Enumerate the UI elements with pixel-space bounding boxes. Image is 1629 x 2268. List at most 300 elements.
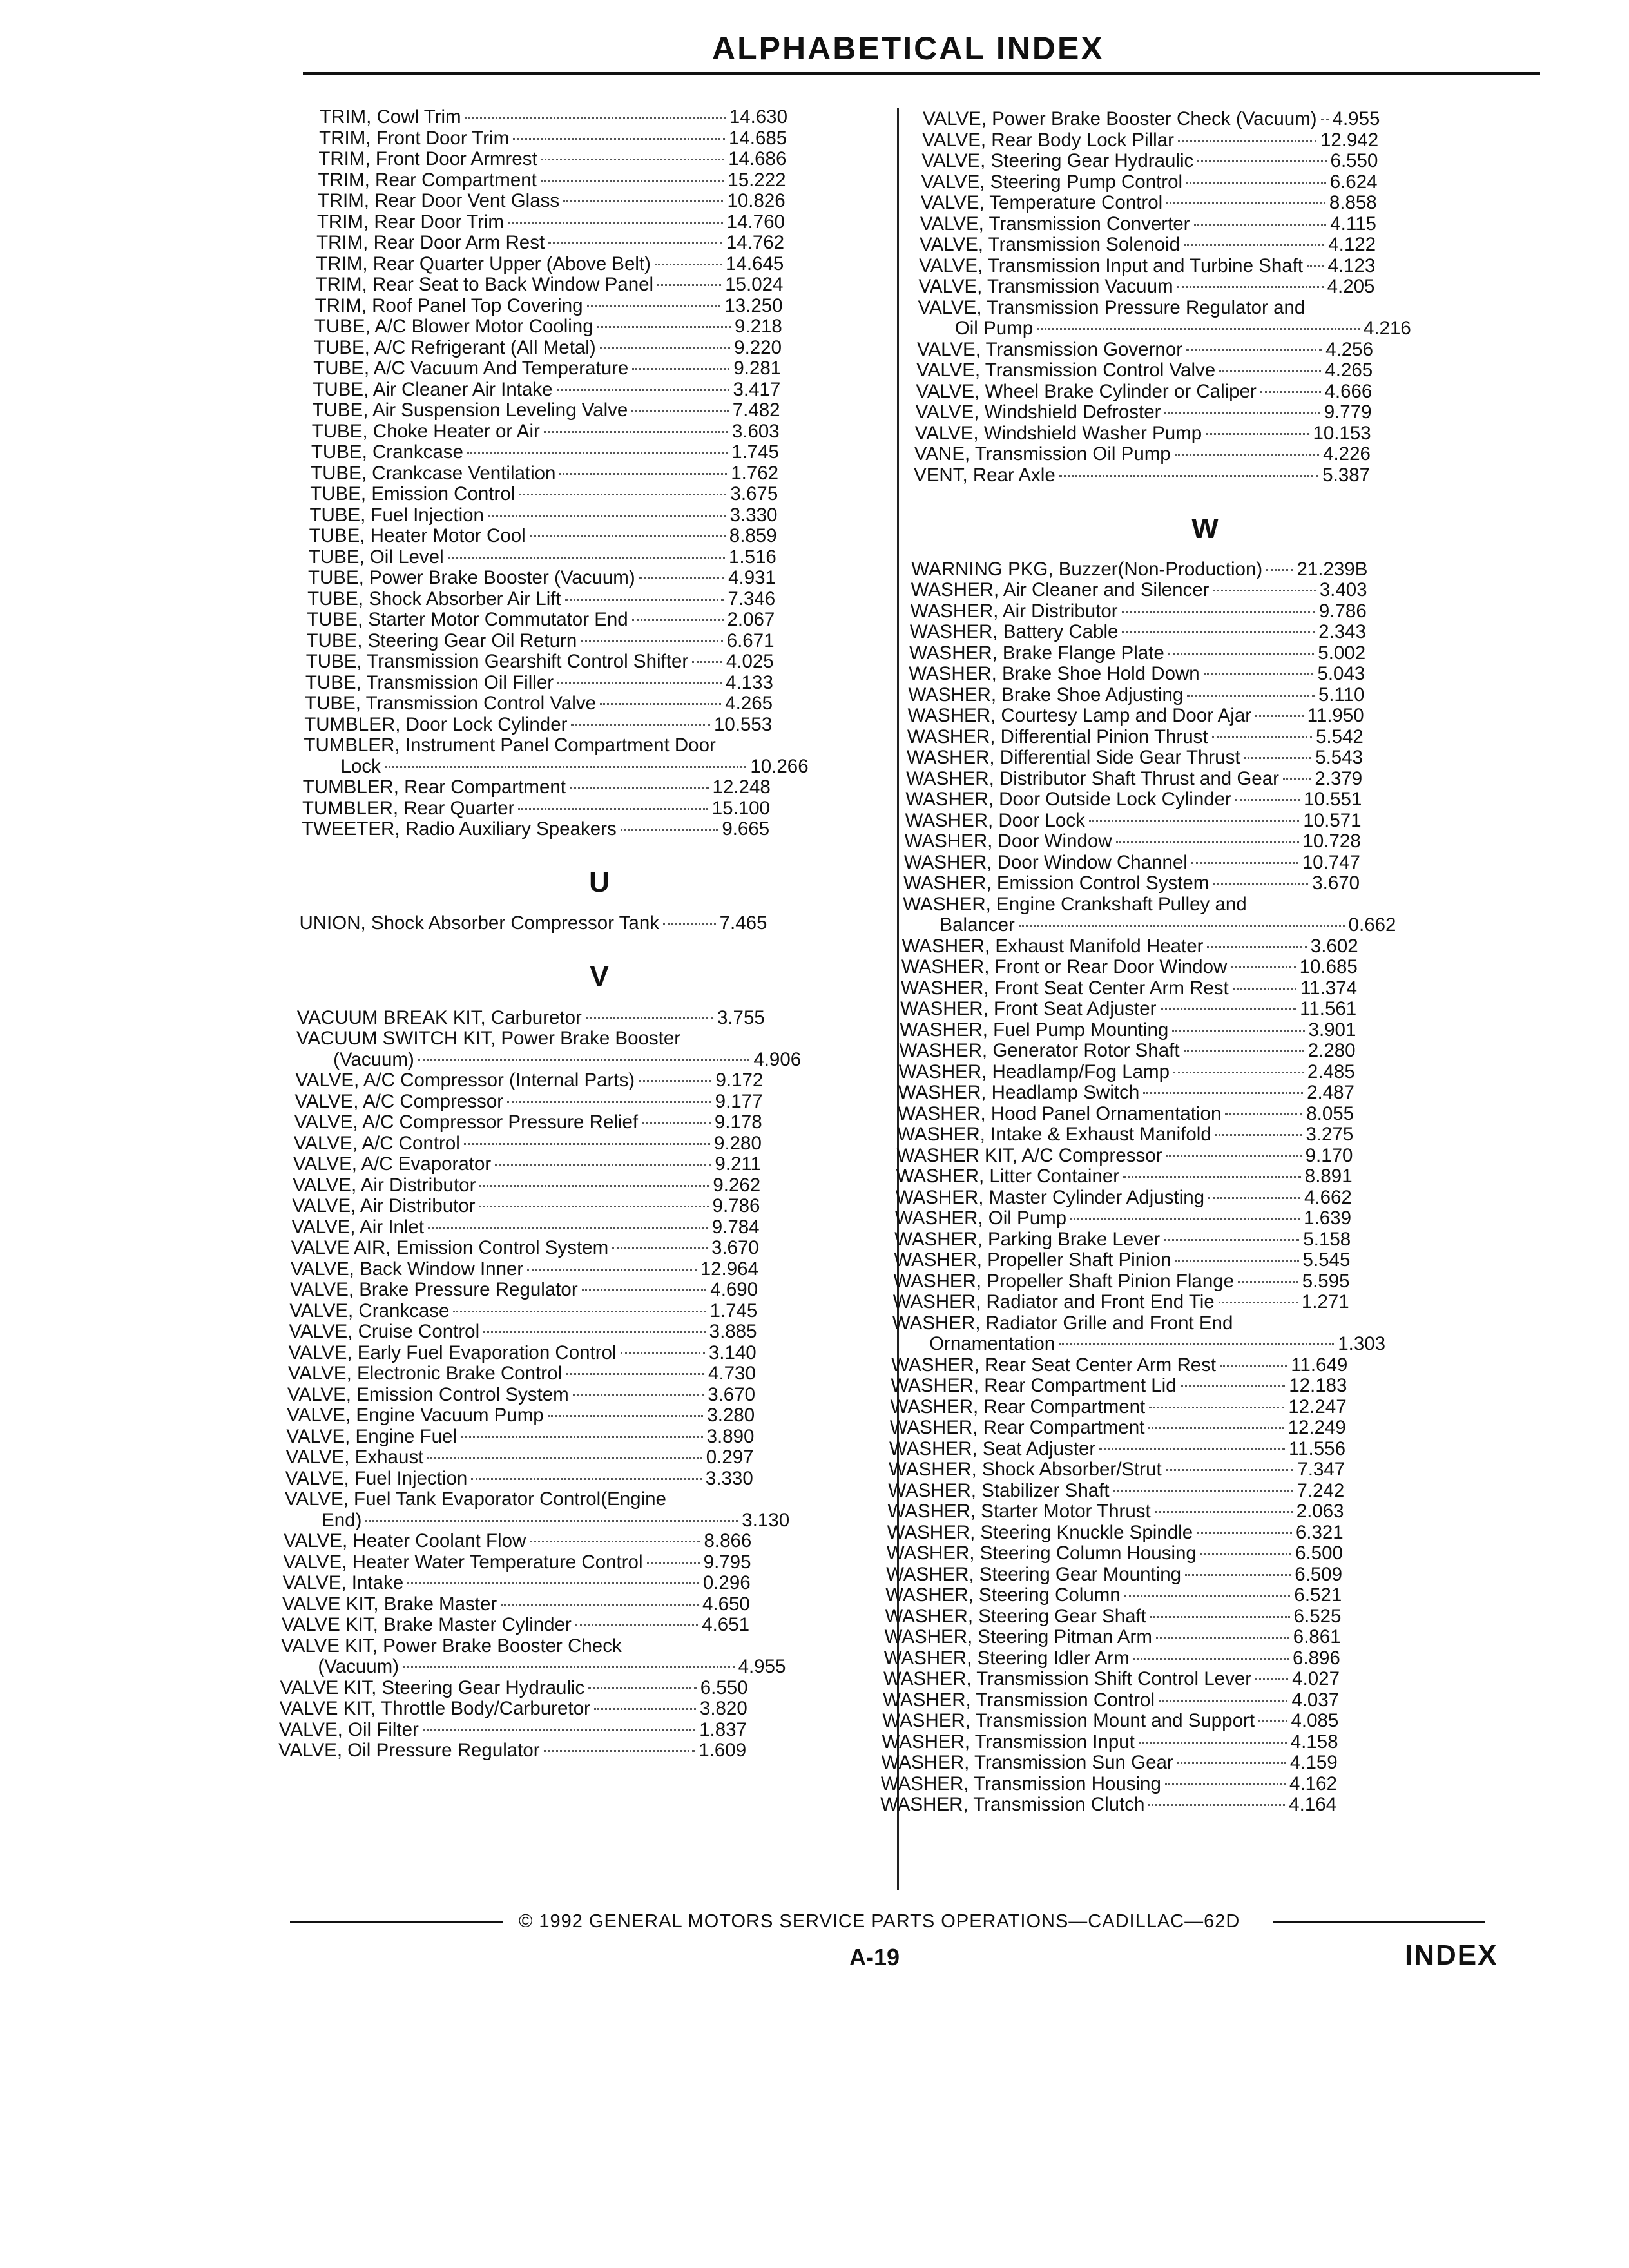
entry-label: WASHER, Radiator Grille and Front End bbox=[892, 1312, 1233, 1334]
entry-label: WASHER, Differential Side Gear Thrust bbox=[907, 747, 1240, 769]
index-entry bbox=[906, 769, 1362, 789]
entry-label: VALVE, Engine Fuel bbox=[286, 1425, 457, 1447]
entry-label: WASHER, Parking Brake Lever bbox=[894, 1228, 1161, 1250]
entry-label: VALVE, Back Window Inner bbox=[290, 1258, 524, 1280]
entry-reference-number: 14.685 bbox=[728, 127, 787, 149]
entry-reference-number: 10.551 bbox=[1304, 789, 1362, 811]
dot-leader bbox=[639, 577, 724, 579]
index-entry bbox=[882, 1732, 1338, 1753]
index-entry bbox=[287, 1385, 755, 1405]
dot-leader bbox=[1122, 631, 1315, 633]
entry-label: TRIM, Front Door Armrest bbox=[318, 148, 537, 169]
entry-reference-number: 9.779 bbox=[1324, 401, 1372, 423]
entry-reference-number: 12.942 bbox=[1320, 129, 1379, 151]
index-entry bbox=[910, 622, 1366, 642]
entry-reference-number: 4.955 bbox=[1332, 108, 1380, 130]
index-entry bbox=[896, 1166, 1353, 1187]
entry-reference-number: 5.387 bbox=[1322, 464, 1371, 486]
index-entry bbox=[886, 1564, 1342, 1585]
entry-reference-number: 11.561 bbox=[1300, 998, 1357, 1020]
index-entry bbox=[919, 256, 1375, 276]
dot-leader bbox=[1149, 1407, 1284, 1408]
entry-reference-number: 7.242 bbox=[1296, 1479, 1345, 1501]
dot-leader bbox=[1133, 1658, 1289, 1660]
index-entry bbox=[291, 1238, 759, 1258]
index-entry bbox=[278, 1740, 746, 1761]
index-entry bbox=[307, 631, 775, 651]
page-title: ALPHABETICAL INDEX bbox=[712, 30, 1104, 66]
index-entry bbox=[303, 777, 771, 798]
dot-leader bbox=[1164, 412, 1320, 414]
dot-leader bbox=[1166, 1469, 1294, 1471]
entry-label: WASHER, Front or Rear Door Window bbox=[901, 956, 1228, 978]
index-entry bbox=[305, 673, 773, 693]
entry-reference-number: 4.690 bbox=[710, 1279, 758, 1300]
entry-reference-number: 0.297 bbox=[706, 1446, 754, 1468]
entry-label: VALVE, Exhaust bbox=[285, 1446, 424, 1468]
dot-leader bbox=[1197, 1532, 1292, 1534]
index-entry bbox=[311, 442, 779, 463]
dot-leader bbox=[559, 473, 727, 475]
entry-label: VALVE, Heater Water Temperature Control bbox=[283, 1551, 643, 1573]
entry-reference-number: 2.067 bbox=[727, 609, 775, 630]
entry-reference-number: 8.866 bbox=[704, 1530, 752, 1552]
index-entry bbox=[282, 1594, 750, 1615]
index-entry bbox=[885, 1585, 1342, 1606]
entry-label: VALVE, Oil Filter bbox=[278, 1718, 419, 1740]
dot-leader bbox=[1197, 160, 1326, 162]
entry-label: WASHER, Transmission Clutch bbox=[880, 1794, 1145, 1816]
dot-leader bbox=[1059, 1343, 1334, 1345]
entry-label: WASHER, Rear Seat Center Arm Rest bbox=[891, 1354, 1217, 1376]
dot-leader bbox=[385, 766, 746, 768]
entry-label: WASHER, Door Outside Lock Cylinder bbox=[905, 789, 1231, 811]
entry-label: UNION, Shock Absorber Compressor Tank bbox=[299, 912, 659, 934]
entry-label: WASHER, Oil Pump bbox=[895, 1207, 1067, 1229]
index-entry bbox=[897, 1124, 1353, 1145]
index-entry bbox=[299, 913, 767, 934]
entry-label: WASHER, Steering Column bbox=[885, 1584, 1121, 1606]
dot-leader bbox=[1156, 1637, 1289, 1639]
entry-label: TUBE, Starter Motor Commutator End bbox=[307, 609, 628, 630]
index-entry bbox=[283, 1552, 751, 1573]
entry-label: TRIM, Rear Door Trim bbox=[316, 211, 504, 233]
entry-label: WASHER KIT, A/C Compressor bbox=[896, 1144, 1162, 1166]
dot-leader bbox=[632, 368, 729, 370]
entry-reference-number: 10.826 bbox=[727, 190, 786, 211]
entry-reference-number: 6.509 bbox=[1295, 1563, 1343, 1585]
entry-reference-number: 5.542 bbox=[1316, 726, 1364, 747]
dot-leader bbox=[418, 1059, 749, 1061]
dot-leader bbox=[530, 535, 726, 537]
entry-reference-number: 9.795 bbox=[703, 1551, 751, 1573]
entry-label: TRIM, Rear Door Arm Rest bbox=[316, 232, 545, 253]
index-entry bbox=[898, 1104, 1354, 1124]
dot-leader bbox=[642, 1122, 711, 1124]
dot-leader bbox=[571, 724, 710, 726]
entry-label: WASHER, Propeller Shaft Pinion Flange bbox=[893, 1270, 1235, 1292]
entry-label: VALVE, Intake bbox=[282, 1572, 404, 1593]
dot-leader bbox=[581, 640, 722, 642]
entry-label: TUBE, Transmission Control Valve bbox=[305, 693, 596, 714]
entry-reference-number: 3.890 bbox=[706, 1425, 755, 1447]
index-entry bbox=[908, 685, 1364, 706]
entry-label: WASHER, Engine Crankshaft Pulley and bbox=[903, 893, 1247, 915]
copyright-notice: © 1992 GENERAL MOTORS SERVICE PARTS OPERATIONS—CADILLAC—62D bbox=[519, 1911, 1240, 1932]
entry-reference-number: 6.321 bbox=[1295, 1521, 1344, 1543]
entry-label: VALVE, Temperature Control bbox=[920, 192, 1163, 213]
entry-reference-number: 0.662 bbox=[1348, 914, 1396, 936]
dot-leader bbox=[1148, 1427, 1284, 1429]
dot-leader bbox=[1175, 1260, 1298, 1262]
dot-leader bbox=[1168, 653, 1315, 655]
index-entry bbox=[291, 1259, 758, 1280]
dot-leader bbox=[527, 1269, 697, 1271]
entry-label: TUBE, Oil Level bbox=[308, 546, 444, 568]
index-entry bbox=[891, 1376, 1347, 1396]
index-entry bbox=[911, 580, 1367, 601]
entry-label: WASHER, Front Seat Center Arm Rest bbox=[901, 977, 1229, 999]
index-entry bbox=[898, 1082, 1354, 1103]
index-entry bbox=[902, 936, 1358, 957]
dot-leader bbox=[573, 1394, 704, 1396]
entry-label: WASHER, Transmission Housing bbox=[880, 1773, 1161, 1794]
entry-label: TWEETER, Radio Auxiliary Speakers bbox=[302, 818, 617, 840]
index-entry bbox=[288, 1363, 756, 1384]
entry-reference-number: 5.002 bbox=[1318, 642, 1366, 664]
entry-label: (Vacuum) bbox=[333, 1048, 414, 1070]
dot-leader bbox=[600, 347, 730, 349]
entry-reference-number: 2.280 bbox=[1307, 1040, 1356, 1062]
index-entry bbox=[285, 1489, 753, 1510]
entry-reference-number: 4.123 bbox=[1327, 255, 1376, 276]
dot-leader bbox=[541, 180, 724, 182]
dot-leader bbox=[465, 117, 726, 119]
entry-reference-number: 6.671 bbox=[726, 629, 775, 651]
entry-label: WASHER, Starter Motor Thrust bbox=[887, 1501, 1151, 1523]
entry-label: WASHER, Transmission Shift Control Lever bbox=[883, 1668, 1252, 1690]
dot-leader bbox=[1258, 1720, 1287, 1722]
index-entry bbox=[282, 1615, 749, 1635]
dot-leader bbox=[1165, 1783, 1286, 1785]
entry-reference-number: 3.417 bbox=[733, 378, 781, 400]
dot-leader bbox=[495, 1164, 711, 1166]
entry-label: VALVE, Heater Coolant Flow bbox=[284, 1530, 526, 1552]
entry-reference-number: 4.265 bbox=[1325, 360, 1373, 381]
entry-label: TUBE, A/C Blower Motor Cooling bbox=[314, 316, 593, 337]
dot-leader bbox=[471, 1478, 702, 1480]
index-entry bbox=[311, 463, 778, 484]
index-entry bbox=[286, 1427, 754, 1447]
entry-reference-number: 7.347 bbox=[1297, 1459, 1345, 1481]
dot-leader bbox=[1204, 673, 1314, 675]
entry-label: TUBE, A/C Refrigerant (All Metal) bbox=[313, 336, 596, 358]
entry-label: TUBE, Choke Heater or Air bbox=[311, 420, 540, 442]
index-entry bbox=[920, 235, 1376, 255]
index-entry bbox=[279, 1720, 747, 1740]
index-entry bbox=[283, 1573, 751, 1593]
dot-leader bbox=[1219, 370, 1321, 372]
dot-leader bbox=[1184, 1050, 1304, 1052]
index-entry bbox=[312, 421, 780, 442]
dot-leader bbox=[1244, 757, 1312, 759]
dot-leader bbox=[1207, 946, 1306, 948]
index-entry bbox=[918, 318, 1411, 339]
dot-leader bbox=[1123, 1176, 1301, 1178]
index-entry bbox=[289, 1343, 757, 1363]
entry-label: VALVE, Air Inlet bbox=[291, 1216, 425, 1238]
entry-reference-number: 1.609 bbox=[699, 1740, 747, 1761]
dot-leader bbox=[1143, 1092, 1303, 1094]
dot-leader bbox=[1266, 569, 1293, 571]
entry-reference-number: 10.266 bbox=[750, 755, 809, 777]
entry-reference-number: 3.275 bbox=[1306, 1124, 1354, 1146]
dot-leader bbox=[1113, 1490, 1293, 1492]
dot-leader bbox=[1283, 778, 1311, 780]
entry-label: TRIM, Rear Quarter Upper (Above Belt) bbox=[316, 253, 651, 274]
dot-leader bbox=[621, 829, 718, 831]
index-entry bbox=[293, 1175, 760, 1196]
entry-label: VALVE, Fuel Injection bbox=[285, 1467, 468, 1489]
entry-reference-number: 4.666 bbox=[1324, 380, 1373, 402]
entry-label: VALVE, A/C Control bbox=[293, 1132, 460, 1154]
dot-leader bbox=[1213, 590, 1315, 591]
index-entry bbox=[891, 1397, 1347, 1418]
index-entry bbox=[294, 1112, 762, 1133]
index-entry bbox=[306, 651, 774, 672]
entry-label: VALVE, Transmission Governor bbox=[916, 338, 1183, 360]
entry-label: TUMBLER, Rear Compartment bbox=[302, 776, 566, 798]
entry-label: WASHER, Stabilizer Shaft bbox=[888, 1479, 1110, 1501]
entry-reference-number: 4.164 bbox=[1289, 1794, 1337, 1816]
dot-leader bbox=[513, 138, 725, 140]
index-entry bbox=[320, 107, 787, 128]
index-entry bbox=[907, 747, 1363, 768]
index-entry bbox=[307, 610, 775, 630]
entry-reference-number: 11.649 bbox=[1291, 1354, 1348, 1376]
index-entry bbox=[921, 151, 1378, 171]
dot-leader bbox=[548, 1415, 704, 1417]
index-entry bbox=[921, 172, 1378, 193]
dot-leader bbox=[530, 1541, 700, 1542]
index-entry bbox=[313, 358, 781, 379]
entry-reference-number: 4.037 bbox=[1291, 1689, 1340, 1711]
dot-leader bbox=[403, 1666, 734, 1668]
entry-label: VALVE, Rear Body Lock Pillar bbox=[922, 129, 1174, 151]
entry-reference-number: 6.624 bbox=[1329, 171, 1378, 193]
entry-label: Oil Pump bbox=[954, 318, 1034, 339]
index-entry bbox=[296, 1050, 801, 1070]
entry-reference-number: 6.500 bbox=[1295, 1542, 1343, 1564]
index-entry bbox=[903, 873, 1360, 894]
index-entry bbox=[903, 894, 1359, 915]
dot-leader bbox=[1116, 841, 1299, 843]
entry-label: VALVE, Transmission Control Valve bbox=[916, 360, 1216, 381]
index-entry bbox=[315, 274, 783, 295]
entry-label: VALVE, Windshield Washer Pump bbox=[914, 422, 1202, 444]
dot-leader bbox=[1225, 1113, 1302, 1115]
entry-label: WASHER, Steering Column Housing bbox=[886, 1542, 1197, 1564]
entry-label: WASHER, Steering Pitman Arm bbox=[884, 1626, 1152, 1648]
index-entry bbox=[921, 193, 1377, 213]
dot-leader bbox=[541, 159, 724, 160]
entry-label: VALVE, A/C Evaporator bbox=[293, 1153, 492, 1175]
entry-reference-number: 6.550 bbox=[1330, 150, 1378, 171]
entry-reference-number: 1.745 bbox=[731, 441, 779, 463]
section-letter-v: V bbox=[590, 961, 609, 993]
entry-label: WASHER, Radiator and Front End Tie bbox=[892, 1291, 1215, 1313]
entry-reference-number: 9.281 bbox=[733, 358, 782, 379]
dot-leader bbox=[1231, 966, 1295, 968]
index-entry bbox=[280, 1657, 786, 1677]
entry-label: VALVE KIT, Steering Gear Hydraulic bbox=[280, 1677, 585, 1698]
dot-leader bbox=[587, 305, 721, 307]
dot-leader bbox=[548, 242, 722, 244]
section-letter-w: W bbox=[1191, 512, 1219, 544]
dot-leader bbox=[519, 494, 726, 495]
dot-leader bbox=[563, 200, 723, 202]
entry-reference-number: 3.670 bbox=[711, 1237, 759, 1258]
entry-label: VALVE, Engine Vacuum Pump bbox=[287, 1405, 544, 1426]
index-entry bbox=[889, 1439, 1345, 1459]
index-entry bbox=[900, 999, 1356, 1019]
index-entry bbox=[305, 693, 773, 714]
entry-reference-number: 4.730 bbox=[708, 1363, 756, 1384]
dot-leader bbox=[1238, 1281, 1298, 1283]
index-entry bbox=[882, 1711, 1338, 1731]
entry-label: VALVE AIR, Emission Control System bbox=[291, 1237, 609, 1258]
dot-leader bbox=[1206, 433, 1309, 435]
entry-label: WASHER, Courtesy Lamp and Door Ajar bbox=[907, 705, 1252, 727]
entry-label: VALVE KIT, Power Brake Booster Check bbox=[281, 1635, 622, 1657]
dot-leader bbox=[1124, 1595, 1291, 1597]
entry-reference-number: 9.218 bbox=[734, 316, 782, 337]
dot-leader bbox=[588, 1687, 696, 1689]
dot-leader bbox=[1184, 244, 1324, 246]
entry-reference-number: 9.177 bbox=[715, 1090, 763, 1112]
entry-label: Ornamentation bbox=[929, 1333, 1055, 1355]
dot-leader bbox=[1191, 862, 1298, 864]
entry-reference-number: 11.556 bbox=[1288, 1437, 1345, 1459]
entry-reference-number: 4.159 bbox=[1289, 1752, 1338, 1774]
entry-label: VALVE, Brake Pressure Regulator bbox=[290, 1279, 578, 1300]
dot-leader bbox=[365, 1520, 738, 1522]
entry-label: WASHER, Seat Adjuster bbox=[889, 1437, 1096, 1459]
entry-reference-number: 10.728 bbox=[1302, 831, 1361, 852]
entry-label: VALVE, A/C Compressor bbox=[294, 1090, 504, 1112]
index-entry bbox=[911, 601, 1367, 622]
index-entry bbox=[313, 400, 780, 421]
dot-leader bbox=[1175, 454, 1319, 456]
entry-reference-number: 4.650 bbox=[702, 1593, 750, 1615]
dot-leader bbox=[1181, 1385, 1286, 1387]
index-entry bbox=[287, 1405, 755, 1426]
entry-label: WASHER, Steering Knuckle Spindle bbox=[887, 1521, 1193, 1543]
entry-label: VALVE, Cruise Control bbox=[289, 1321, 480, 1342]
entry-reference-number: 4.931 bbox=[728, 567, 776, 588]
entry-label: VALVE KIT, Brake Master Cylinder bbox=[282, 1614, 572, 1635]
entry-label: VALVE, Steering Gear Hydraulic bbox=[921, 150, 1194, 171]
dot-leader bbox=[575, 1624, 698, 1626]
dot-leader bbox=[1212, 736, 1312, 738]
dot-leader bbox=[621, 1352, 705, 1354]
index-entry bbox=[923, 109, 1379, 130]
entry-label: WASHER, Steering Gear Mounting bbox=[886, 1563, 1182, 1585]
dot-leader bbox=[467, 452, 728, 454]
dot-leader bbox=[1177, 1762, 1286, 1764]
entry-reference-number: 3.885 bbox=[709, 1321, 757, 1342]
entry-label: TUBE, Air Cleaner Air Intake bbox=[313, 378, 553, 400]
entry-label: VACUUM SWITCH KIT, Power Brake Booster bbox=[296, 1028, 681, 1049]
index-entry bbox=[916, 360, 1373, 381]
index-entry bbox=[896, 1146, 1353, 1166]
entry-reference-number: 9.786 bbox=[1318, 600, 1367, 622]
entry-reference-number: 14.645 bbox=[726, 253, 784, 274]
entry-label: VALVE, A/C Compressor (Internal Parts) bbox=[295, 1070, 635, 1091]
dot-leader bbox=[518, 808, 708, 810]
entry-label: VALVE, Power Brake Booster Check (Vacuum) bbox=[923, 108, 1317, 130]
index-entry bbox=[882, 1753, 1338, 1773]
entry-reference-number: 8.858 bbox=[1329, 192, 1377, 213]
dot-leader bbox=[1235, 799, 1300, 801]
index-entry bbox=[883, 1690, 1339, 1711]
entry-reference-number: 6.550 bbox=[700, 1677, 748, 1698]
dot-leader bbox=[582, 1289, 707, 1291]
entry-reference-number: 5.043 bbox=[1317, 663, 1365, 685]
entry-reference-number: 8.891 bbox=[1304, 1166, 1353, 1187]
dot-leader bbox=[1233, 988, 1296, 990]
entry-label: TUBE, Transmission Gearshift Control Shifter bbox=[305, 651, 689, 672]
header-rule bbox=[303, 72, 1540, 75]
dot-leader bbox=[1019, 925, 1345, 927]
dot-leader bbox=[1164, 1239, 1299, 1241]
index-entry bbox=[909, 664, 1365, 684]
entry-reference-number: 4.651 bbox=[702, 1614, 750, 1635]
entry-reference-number: 4.027 bbox=[1292, 1668, 1340, 1690]
dot-leader bbox=[423, 1729, 695, 1731]
entry-label: VALVE, Transmission Input and Turbine Shaft bbox=[919, 255, 1304, 276]
index-entry bbox=[316, 233, 784, 253]
dot-leader bbox=[655, 264, 722, 265]
entry-label: TUBE, Crankcase Ventilation bbox=[311, 462, 556, 484]
index-entry bbox=[304, 735, 771, 756]
dot-leader bbox=[1150, 1616, 1290, 1618]
dot-leader bbox=[557, 389, 729, 391]
dot-leader bbox=[631, 410, 728, 412]
index-entry bbox=[296, 1028, 764, 1049]
index-entry bbox=[888, 1481, 1344, 1501]
dot-leader bbox=[1220, 1365, 1287, 1367]
entry-label: WASHER, Differential Pinion Thrust bbox=[907, 726, 1208, 747]
entry-label: WASHER, Headlamp/Fog Lamp bbox=[898, 1061, 1170, 1082]
dot-leader bbox=[1122, 611, 1315, 613]
entry-reference-number: 10.153 bbox=[1313, 422, 1371, 444]
entry-label: TRIM, Front Door Trim bbox=[319, 127, 510, 149]
entry-label: VALVE, Early Fuel Evaporation Control bbox=[288, 1341, 617, 1363]
entry-reference-number: 3.603 bbox=[731, 420, 780, 442]
entry-label: TRIM, Cowl Trim bbox=[320, 106, 461, 128]
entry-reference-number: 2.379 bbox=[1315, 767, 1363, 789]
entry-label: WASHER, Litter Container bbox=[896, 1166, 1120, 1187]
index-entry bbox=[316, 254, 784, 274]
entry-reference-number: 9.280 bbox=[714, 1132, 762, 1154]
entry-label: WASHER, Hood Panel Ornamentation bbox=[898, 1102, 1222, 1124]
index-entry bbox=[290, 1280, 758, 1300]
entry-label: TRIM, Roof Panel Top Covering bbox=[314, 294, 583, 316]
entry-reference-number: 21.239B bbox=[1296, 558, 1368, 580]
entry-label: TUBE, A/C Vacuum And Temperature bbox=[313, 358, 629, 379]
entry-label: VALVE, Air Distributor bbox=[293, 1174, 476, 1196]
